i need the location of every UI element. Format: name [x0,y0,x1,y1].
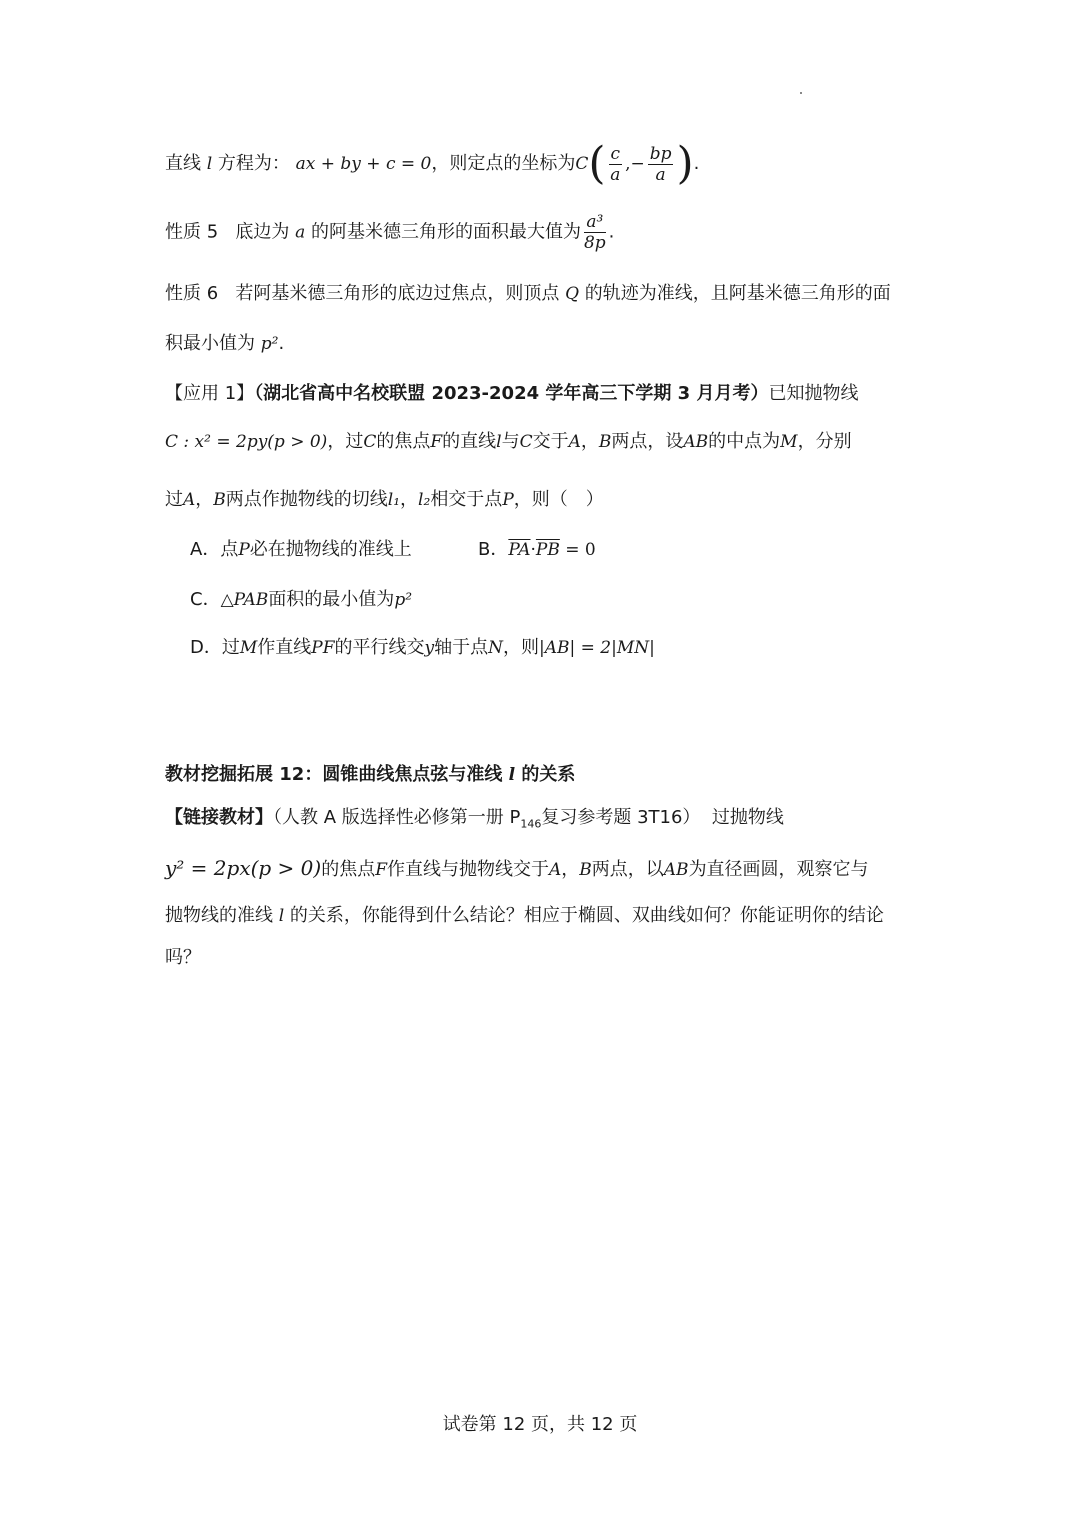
fraction-c-over-a: $\frac{c}{a}$ [610,143,621,185]
application-1-heading: 【应用 1】（湖北省高中名校联盟 2023-2024 学年高三下学期 3 月月考）已知抛物线 [165,383,859,404]
scan-speck [800,92,802,94]
textbook-line4: 吗？ [165,947,201,968]
fraction-bp-over-a: $\frac{bp}{a}$ [649,143,672,185]
option-a: A．点P必在抛物线的准线上 [190,539,412,560]
page-footer: 试卷第 12 页，共 12 页 [442,1414,638,1435]
extension-12-title: 教材挖掘拓展 12：圆锥曲线焦点弦与准线 l 的关系 [165,764,576,785]
property-6: 性质 6 若阿基米德三角形的底边过焦点，则顶点 Q 的轨迹为准线，且阿基米德三角形的面 [165,283,891,304]
textbook-link: 【链接教材】（人教 A 版选择性必修第一册 $P_{146}$复习参考题 3T16） 过抛物线 [165,807,784,831]
textbook-line3: 抛物线的准线 l 的关系，你能得到什么结论？相应于椭圆、双曲线如何？你能证明你的结论 [165,905,884,926]
option-c: C．△PAB面积的最小值为p² [190,589,413,610]
property-5: 性质 5 底边为 a 的阿基米德三角形的面积最大值为 $\frac{\text{a³}}{8p}$ . [165,212,615,253]
line-equation-formula: ax + by + c = 0 [295,154,432,174]
fraction-a3-over-8p: $\frac{\text{a³}}{8p}$ [583,212,606,253]
option-d: D．过M作直线PF的平行线交y轴于点N，则|AB| = 2|MN| [190,637,655,658]
option-b: B．$\overline{PA}\cdot\overline{PB} = 0$ [478,539,596,560]
left-paren: ( [588,138,606,189]
application-1-line3: 过A，B两点作抛物线的切线l₁，l₂相交于点P，则（ ） [165,489,604,510]
right-paren: ) [676,138,694,189]
textbook-line2: y² = 2px(p > 0)的焦点F作直线与抛物线交于A，B两点，以AB为直径画圆，观察它与 [165,856,869,880]
property-6-cont: 积最小值为 p². [165,333,285,354]
application-1-line2: C : x² = 2py(p > 0)，过C的焦点F的直线l与C交于A，B两点，设AB的中点为M，分别 [165,431,852,452]
line-equation: 直线 l 方程为： ax + by + c = 0，则定点的坐标为C( $\frac{c}{a}$ ,− $\frac{bp}{a}$ ). [165,138,700,189]
